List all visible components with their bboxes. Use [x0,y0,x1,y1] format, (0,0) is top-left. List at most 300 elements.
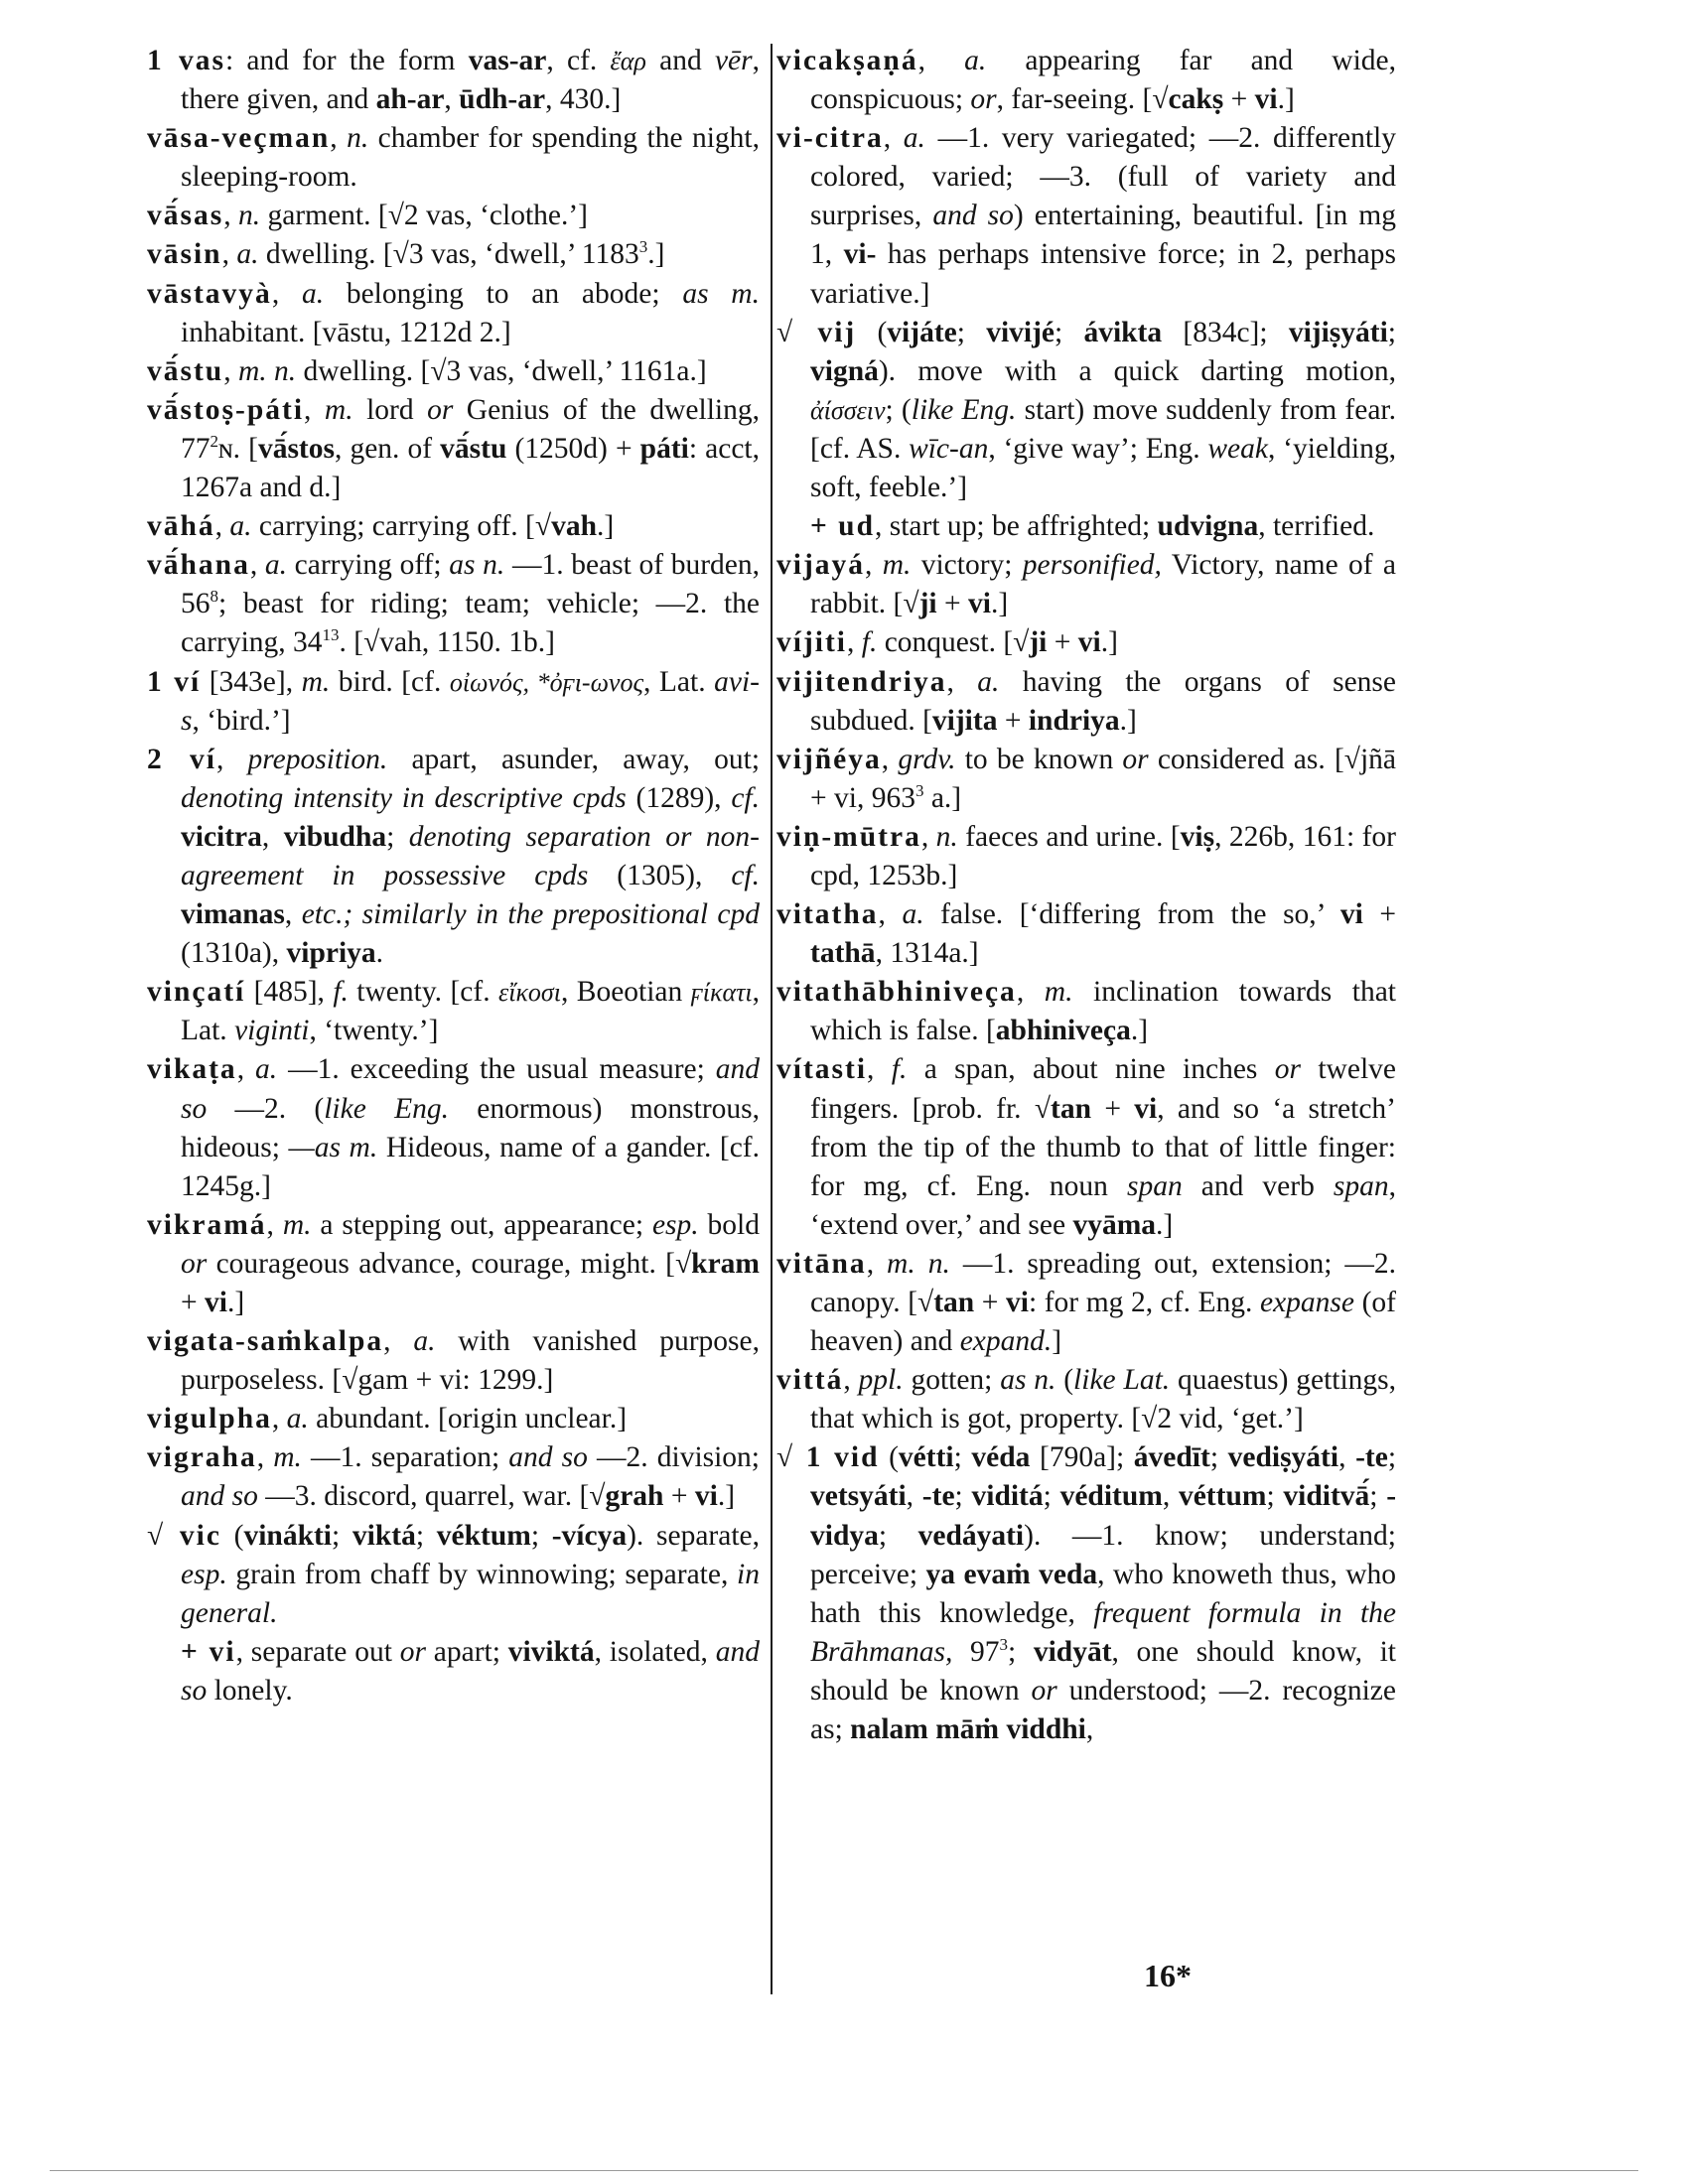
entry-text: vah [551,510,597,543]
entry-text: conquest. [√ [877,626,1030,659]
entry-text: ( [856,316,888,348]
entry-text: ah-ar [375,83,445,116]
headword: vā́stoṣ-páti [147,393,305,426]
entry-text: ( [879,1441,899,1474]
entry-text: , [215,743,248,775]
entry-vaha [147,507,760,546]
entry-text: a stepping out, appearance; [311,1208,652,1241]
entry-text: a. [255,1053,278,1086]
entry-text: m. n. [887,1247,950,1280]
entry-text: ) entertaining, beautiful. [in mg 1, [810,200,1396,271]
entry-text: inclination towards that which is false. [ [810,976,1396,1047]
entry-text: vā́stu [440,432,507,465]
headword: 2 ví [147,743,216,775]
entry-text: , 430.] [545,83,622,116]
entry-vijaya [776,546,1396,623]
entry-text: esp. [651,1208,699,1241]
entry-text: ( [220,1519,244,1552]
headword: vinçatí [147,976,246,1009]
headword: vitathābhiniveça [776,976,1017,1009]
entry-text: + [181,1287,206,1318]
entry-text: vinákti [243,1519,332,1552]
entry-text: etc.; similarly in the prepositional cpd [301,898,761,931]
entry-text: , [221,238,237,271]
entry-vas_cont [147,42,760,119]
entry-text: viviktá [507,1635,595,1668]
headword: vitatha [776,898,879,931]
entry-text: , gen. of [335,432,441,465]
entry-text: m. n. [237,354,297,387]
entry-text: a. [903,122,925,155]
entry-text: cf. [731,859,760,891]
entry-text: to be known [955,743,1123,775]
entry-text: victory; [911,549,1023,582]
entry-text: viditvā́ [1283,1480,1370,1513]
entry-text: dwelling. [√3 vas, ‘dwell,’ 1161a.] [296,354,707,387]
entry-text: start) move suddenly from fear. [cf. AS. [810,393,1396,465]
entry-vastu [147,352,760,391]
entry-text: having the organs of sense subdued. [ [810,665,1397,737]
entry-vasa-vecman [147,119,760,197]
entry-text: [485], [245,976,334,1009]
entry-text: + [997,704,1029,737]
entry-text: + [1047,626,1078,659]
entry-text: a. [964,45,987,76]
entry-text: false. [‘differing from the so,’ [923,898,1340,931]
entry-text: ; [332,1519,352,1552]
entry-text: ; beast for riding; team; vehicle; —2. the carrying, 34 [181,588,760,659]
entry-text: viktá [352,1519,416,1552]
headword: vikaṭa [147,1053,237,1086]
entry-text: , [867,1053,892,1086]
entry-text: , terrified. [1258,510,1375,543]
entry-text: or [1031,1674,1057,1706]
entry-text: esp. [181,1558,227,1590]
right-column [776,42,1396,1749]
entry-text: as n. [449,549,505,582]
entry-text: vi [1134,1092,1158,1125]
entry-vikrama [147,1206,760,1322]
entry-text: [343e], [201,665,302,698]
entry-text: ; [953,1441,972,1474]
entry-text: dwelling. [√3 vas, ‘dwell,’ 1183 [258,238,639,271]
entry-text: and so [181,1053,761,1125]
entry-text: .] [1277,83,1295,116]
entry-text: -te [921,1480,955,1513]
entry-text: ἔαρ [610,47,646,75]
entry-text: 97 [952,1635,1000,1668]
entry-text: and so [932,200,1014,232]
entry-text: , ‘bird.’] [192,704,291,737]
entry-text: , [917,45,965,76]
entry-text: ἀίσσειν [810,395,886,425]
entry-text: a.] [923,781,962,814]
entry-vigraha [147,1438,760,1516]
entry-text: apart; [425,1635,508,1668]
headword: vā́sas [147,200,224,232]
entry-text: or [970,83,997,116]
entry-text: .] [990,588,1009,620]
entry-text: vediṣyáti [1227,1441,1339,1474]
entry-text: span [1126,1169,1183,1202]
entry-text: . [√vah, 1150. 1b.] [339,626,555,659]
entry-text: + [1091,1092,1135,1125]
entry-text: .] [647,238,665,271]
entry-text: a span, about nine inches [907,1053,1275,1086]
headword: vāhá [147,510,215,543]
entry-vahana [147,546,760,662]
entry-text: , [271,1403,287,1435]
entry-vi1 [147,663,760,741]
column-divider [771,44,773,1994]
entry-text: , [843,1364,859,1397]
entry-text: , [866,1247,888,1280]
superscript: 8 [210,587,218,607]
entry-text: grah [605,1480,664,1513]
entry-text: + [974,1287,1006,1318]
entry-vastavya [147,275,760,352]
entry-text: , [214,510,230,543]
entry-text: and so [181,1480,258,1513]
headword: vāsin [147,238,222,271]
entry-vitta [776,1361,1396,1438]
entry-text: vi [1339,898,1363,931]
entry-text: vi [1254,83,1278,116]
entry-text: ppl. [858,1364,904,1397]
entry-text: ; [1043,1480,1060,1513]
entry-text: vi [1006,1287,1029,1318]
entry-text: expanse [1260,1287,1355,1318]
entry-text: grain from chaff by winnowing; separate, [226,1558,738,1590]
entry-text: véktum [436,1519,531,1552]
headword: vāsa-veçman [147,122,331,155]
entry-text: weak [1207,432,1268,465]
entry-text: and so [508,1441,588,1474]
entry-vincati [147,973,760,1050]
entry-text: , [304,393,325,426]
entry-text: , [881,743,899,775]
entry-text: , [271,277,302,310]
entry-text: .] [1100,626,1118,659]
entry-text: m. [301,665,331,698]
entry-text: ūdh-ar [459,83,546,116]
headword: vitāna [776,1247,867,1280]
entry-text: .] [1130,1015,1149,1047]
entry-text: vetsyáti [810,1480,907,1513]
entry-text: f. [891,1053,908,1086]
entry-text: has perhaps intensive force; in 2, perhaps variative.] [810,238,1397,310]
entry-text: ; [1387,1441,1397,1474]
entry-text: , [865,549,883,582]
entry-text: vimanas [181,898,285,931]
entry-text: nalam māṁ viddhi [850,1713,1086,1746]
entry-text: véda [971,1441,1031,1474]
headword: vijayá [776,549,866,582]
entry-text: quaestus) gettings, that which is got, property. [√2 vid, ‘get.’] [810,1364,1397,1435]
entry-text: , [946,665,978,698]
entry-text: or [1122,743,1149,775]
entry-text: span [1333,1169,1389,1202]
entry-text: ). move with a quick darting motion, [878,354,1396,387]
entry-text: [834c]; [1162,316,1289,348]
entry-text: ya evaṁ veda [925,1558,1098,1590]
entry-text: -te [1355,1441,1388,1474]
entry-text: , [284,898,302,931]
entry-text: denoting separation or non-agreement in possessive cpds [181,820,760,891]
entry-text: —1. separation; [301,1441,509,1474]
entry-text: , start up; be affrighted; [875,510,1158,543]
entry-text: a. [902,898,924,931]
headword: + ud [810,510,875,543]
entry-text: ; [1266,1480,1284,1513]
entry-text: twelve fingers. [prob. fr. √ [810,1053,1396,1125]
entry-text: ; [415,1519,437,1552]
headword: vijitendriya [776,665,947,698]
entry-text: grdv. [898,743,956,775]
entry-text: or [1274,1053,1301,1086]
entry-text: —2. division; [587,1441,761,1474]
entry-text: ji [918,588,937,620]
entry-text: like Lat. [1073,1364,1171,1397]
entry-text: vas-ar [468,45,547,76]
entry-vi2 [147,741,760,974]
entry-text: —1. spreading out, extension; —2. canopy. [√ [810,1247,1397,1318]
entry-vijiti [776,623,1396,662]
entry-text: vidyāt [1033,1635,1112,1668]
entry-text: + [663,1480,695,1513]
entry-text: , [1016,976,1045,1009]
entry-text: vi [968,588,991,620]
headword: vā́stu [147,354,224,387]
entry-vigulpha [147,1400,760,1438]
entry-text: Victory, name of a rabbit. [√ [810,549,1396,620]
entry-text: ji [1029,626,1048,659]
entry-text: : for mg 2, cf. Eng. [1028,1287,1260,1318]
entry-text: , ‘extend over,’ and see [810,1169,1397,1241]
headword: víjiti [776,626,847,659]
entry-text: ( [1055,1364,1074,1397]
entry-text: preposition. [247,743,388,775]
entry-text: avi-s [181,665,760,737]
entry-text: wīc-an [909,432,989,465]
entry-vin-mutra [776,818,1396,895]
entry-text: appearing far and wide, conspicuous; [810,45,1396,116]
entry-vijneya [776,741,1396,818]
entry-text: —1. exceeding the usual measure; [277,1053,716,1086]
entry-text: -vícya [551,1519,628,1552]
entry-text: vyāma [1072,1208,1157,1241]
entry-text: , [920,820,936,853]
entry-text: ; [956,316,987,348]
entry-text: , ‘give way’; Eng. [988,432,1208,465]
entry-text: + [1223,83,1255,116]
headword: √ vic [147,1519,221,1552]
entry-text: ; [878,1519,918,1552]
sub-entry-vij-ud [776,507,1396,546]
entry-vitana [776,1245,1396,1361]
entry-text: vijáte [887,316,957,348]
entry-text: tan [1051,1092,1092,1125]
entry-text: m. [273,1441,302,1474]
headword: viṇ-mūtra [776,820,921,853]
entry-text: .] [226,1287,245,1318]
headword: vítasti [776,1053,868,1086]
entry-text: a. [977,665,1000,698]
entry-text: . [375,937,384,970]
entry-text: apart, asunder, away, out; [387,743,761,775]
entry-text: Genius of the dwelling, 77 [181,393,760,465]
entry-text: ; [386,820,409,853]
entry-text: udvigna [1157,510,1259,543]
headword: vi-citra [776,122,884,155]
entry-text: , [883,122,904,155]
entry-text: —1. beast of burden, 56 [181,549,761,620]
entry-text: personified, [1022,549,1162,582]
entry-text: ϝίκατι [690,978,753,1008]
entry-text: , Boeotian [560,976,691,1009]
entry-text: (1289), [626,781,732,814]
entry-text: and verb [1182,1169,1334,1202]
entry-text: understood; —2. recognize as; [810,1674,1396,1746]
bottom-rule [50,2170,1638,2171]
entry-text: .] [596,510,615,543]
entry-text: like Eng. [911,393,1017,426]
entry-text: and [645,45,715,76]
entry-text: n. [347,122,369,155]
entry-vikata [147,1050,760,1205]
entry-text: , one should know, it should be known [810,1635,1396,1706]
entry-text: Hideous, name of a gander. [cf. 1245g.] [181,1131,761,1202]
entry-text: cf. [731,781,760,814]
entry-text: , ‘twenty.’] [309,1015,439,1047]
entry-text: ávikta [1083,316,1163,348]
entry-text: bold [698,1208,760,1241]
entry-text: n. [237,200,261,232]
entry-text: vicitra [181,820,262,853]
entry-text: + [1362,898,1397,931]
entry-text: carrying off; [286,549,450,582]
entry-text: denoting intensity in descriptive cpds [181,781,627,814]
entry-text: twenty. [cf. [348,976,498,1009]
entry-text: εἴκοσι [497,978,561,1008]
entry-text: , [1085,1713,1094,1746]
entry-text: m. [1044,976,1073,1009]
entry-text: a. [236,238,259,271]
entry-vastos-pati [147,391,760,507]
entry-vitathabhiniveca [776,973,1396,1050]
entry-text: cakṣ [1168,83,1224,116]
entry-vi-citra [776,119,1396,313]
entry-vijitendriya [776,663,1396,741]
entry-text: , there given, and [181,45,760,116]
headword: √ 1 vid [776,1441,880,1474]
entry-text: .] [1119,704,1137,737]
entry-text: .] [717,1480,736,1513]
entry-text: m. [282,1208,312,1241]
entry-text: kram [691,1247,760,1280]
entry-text: , [1162,1480,1179,1513]
entry-text: vā́stos [257,432,335,465]
entry-text: n. [935,820,958,853]
entry-text: lonely. [207,1674,293,1706]
entry-text: tathā [810,937,876,970]
entry-text: vēr [714,45,753,76]
entry-text: ). separate, [627,1519,760,1552]
entry-text: viginti [234,1015,310,1047]
entry-text: tan [933,1287,975,1318]
entry-text: expand. [959,1325,1053,1358]
headword: vijñéya [776,743,882,775]
entry-text: garment. [√2 vas, ‘clothe.’] [260,200,589,232]
entry-text: indriya [1028,704,1120,737]
entry-text: , [256,1441,274,1474]
entry-text: , [847,626,862,659]
entry-text: , Lat. [643,665,715,698]
entry-text: ). —1. know; understand; perceive; [810,1519,1396,1590]
entry-text: ; [954,1480,972,1513]
entry-text: abhiniveça [995,1015,1131,1047]
entry-text: vibudha [283,820,387,853]
entry-text: f. [861,626,878,659]
entry-text: belonging to an abode; [324,277,683,310]
entry-text: vi [694,1480,718,1513]
entry-vitatha [776,895,1396,973]
entry-text: —2. ( [207,1092,325,1125]
entry-text: with vanished purpose, purposeless. [√gam + vi: 1299.] [181,1325,760,1397]
entry-text: m. [324,393,353,426]
entry-text: courageous advance, courage, might. [√ [207,1247,692,1280]
entry-text: a. [413,1325,436,1358]
entry-text: vigná [810,354,879,387]
entry-text: vipriya [286,937,376,970]
entry-text: in general. [181,1558,760,1629]
entry-text: , [878,898,903,931]
entry-text: or [181,1247,208,1280]
entry-text: frequent formula in the Brāhmanas, [810,1596,1396,1668]
entry-text: (1310a), [181,937,287,970]
entry-text: vivijé [986,316,1055,348]
entry-text: páti [639,432,689,465]
entry-text: a. [301,277,325,310]
entry-vigata-samkalpa [147,1322,760,1400]
entry-vicaksana [776,42,1396,119]
entry-text: lord [352,393,428,426]
superscript: 3 [638,237,648,257]
entry-vasin [147,235,760,274]
entry-text: —1. very variegated; —2. differently colored, varied; —3. (full of variety and surprises, [810,122,1396,232]
entry-text: , ‘yielding, soft, feeble.’] [810,432,1396,504]
entry-text: and so [181,1635,760,1706]
entry-text: , cf. [546,45,611,76]
superscript: 3 [999,1635,1009,1655]
entry-text: gotten; [903,1364,1001,1397]
entry-text: bird. [cf. [330,665,450,698]
entry-text: , [249,549,265,582]
entry-text: οἰωνός, *ὀϝι-ωνος [449,667,644,697]
entry-text: —3. discord, quarrel, war. [√ [257,1480,606,1513]
headword: vikramá [147,1208,267,1241]
entry-text: : and for the form [224,45,469,76]
entry-text: vi [205,1287,227,1318]
entry-text: , [444,83,460,116]
superscript: 13 [322,625,340,645]
entry-text: viditá [971,1480,1044,1513]
entry-text: m. [882,549,912,582]
entry-text: vedáyati [917,1519,1025,1552]
entry-text: , [1338,1441,1356,1474]
entry-text: ávedīt [1133,1441,1210,1474]
entry-text: , [223,200,238,232]
